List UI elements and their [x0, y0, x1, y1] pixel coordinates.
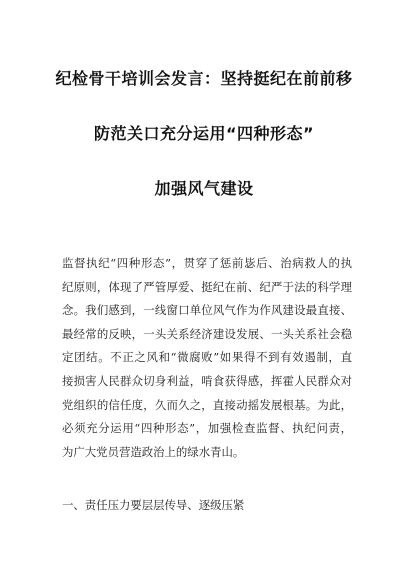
body-paragraph: [62, 252, 352, 464]
body-line-1: 监督执纪“四种形态”，贯穿了惩前毖后、治病救人的执: [62, 256, 352, 270]
body-line-8: 必须充分运用“四种形态”，加强检查监督、执纪问责，: [62, 421, 352, 436]
body-line-3: 念。我们感到，一线窗口单位风气作为作风建设最直接、: [62, 303, 352, 318]
document-title-line-1: 纪检骨干培训会发言：坚持挺纪在前前移: [55, 69, 353, 88]
document-title-line-2: 防范关口充分运用“四种形态”: [93, 124, 315, 143]
document-title-line-3: 加强风气建设: [154, 179, 254, 198]
body-line-4: 最经常的反映，一头关系经济建设发展、一头关系社会稳: [62, 326, 352, 341]
body-line-5: 定团结。不正之风和“微腐败”如果得不到有效遏制，直: [62, 350, 352, 365]
body-line-2: 纪原则，体现了严管厚爱、挺纪在前、纪严于法的科学理: [62, 279, 352, 294]
body-line-6: 接损害人民群众切身利益，啃食获得感，挥霍人民群众对: [62, 373, 352, 388]
section-heading: 一、责任压力要层层传导、逐级压紧: [62, 498, 245, 512]
body-line-7: 党组织的信任度，久而久之，直接动摇发展根基。为此，: [62, 397, 352, 412]
body-line-9: 为广大党员营造政治上的绿水青山。: [62, 444, 245, 459]
